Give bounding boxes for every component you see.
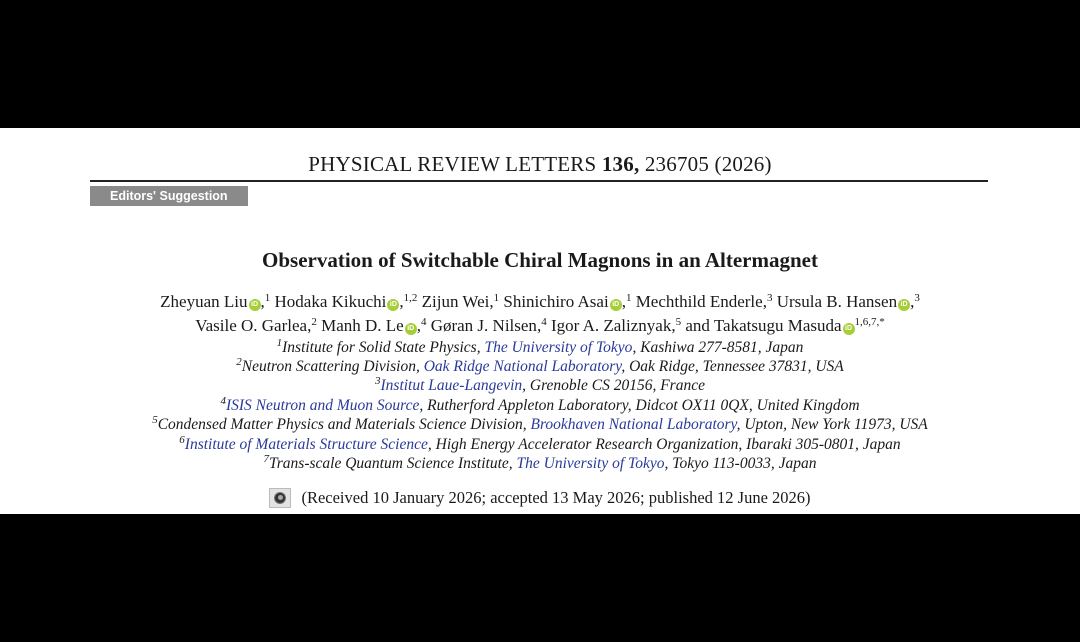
orcid-icon[interactable]: iD (387, 299, 399, 311)
journal-volume: 136, (601, 152, 640, 176)
orcid-icon[interactable]: iD (610, 299, 622, 311)
author[interactable]: Manh D. Le iD ,$^4$ (321, 316, 427, 335)
header-rule (90, 180, 988, 182)
author[interactable]: Zheyuan Liu iD ,$^1$ (160, 292, 271, 311)
affiliation-link[interactable]: Institut Laue-Langevin (380, 377, 523, 394)
author[interactable]: Mechthild Enderle,$^3$ (635, 292, 773, 311)
orcid-icon[interactable]: iD (898, 299, 910, 311)
author[interactable]: Shinichiro Asai iD ,$^1$ (503, 292, 632, 311)
publication-history (0, 488, 1080, 508)
affiliation-2: $^2$Neutron Scattering Division, Oak Ridge National Laboratory, Oak Ridge, Tennessee 37831, USA (236, 356, 844, 375)
author-conjunction: and (685, 316, 710, 335)
affiliation-link[interactable]: The University of Tokyo (484, 339, 633, 356)
journal-name: PHYSICAL REVIEW LETTERS (308, 152, 597, 176)
affiliation-5: $^5$Condensed Matter Physics and Materials Science Division, Brookhaven National Laboratory, Upton, New York 11973, USA (152, 414, 928, 433)
author[interactable]: Takatsugu Masuda $iD^{1,6,7,*}$ (713, 316, 885, 335)
orcid-icon[interactable]: iD (405, 323, 417, 335)
author[interactable]: Igor A. Zaliznyak,$^5$ (550, 316, 682, 335)
affiliation-7: $^7$Trans-scale Quantum Science Institute, The University of Tokyo, Tokyo 113-0033, Japan (263, 453, 817, 472)
journal-header (0, 152, 1080, 177)
author-line-1 (0, 292, 1080, 312)
orcid-icon[interactable]: iD (843, 323, 855, 335)
affiliation-link[interactable]: Institute of Materials Structure Science (184, 436, 428, 453)
affiliation-link[interactable]: ISIS Neutron and Muon Source (225, 397, 420, 414)
affiliation-6: $^6$Institute of Materials Structure Science, High Energy Accelerator Research Organization, Ibaraki 305-0801, Japan (179, 434, 901, 453)
paper-page (0, 128, 1080, 514)
author[interactable]: Gøran J. Nilsen,$^4$ (430, 316, 547, 335)
article-number: 236705 (2026) (644, 152, 772, 176)
author[interactable]: Zijun Wei,$^1$ (421, 292, 500, 311)
crossmark-icon[interactable] (269, 488, 291, 508)
author[interactable]: Ursula B. Hansen iD ,$^3$ (776, 292, 920, 311)
author[interactable]: Hodaka Kikuchi iD ,$^{1,2}$ (274, 292, 418, 311)
affiliation-link[interactable]: Oak Ridge National Laboratory (423, 358, 622, 375)
author-line-2 (0, 316, 1080, 336)
received-dates: (Received 10 January 2026; accepted 13 May 2026; published 12 June 2026) (301, 488, 811, 507)
orcid-icon[interactable]: iD (249, 299, 261, 311)
paper-title: Observation of Switchable Chiral Magnons in an Altermagnet (262, 248, 818, 272)
affiliation-3: $^3$Institut Laue-Langevin, Grenoble CS 20156, France (375, 375, 705, 394)
affiliation-4: $^4$ISIS Neutron and Muon Source, Rutherford Appleton Laboratory, Didcot OX11 0QX, United Kingdom (220, 395, 860, 414)
author[interactable]: Vasile O. Garlea,$^2$ (195, 316, 317, 335)
affiliation-link[interactable]: Brookhaven National Laboratory (530, 416, 737, 433)
affiliation-link[interactable]: The University of Tokyo (516, 455, 665, 472)
affiliation-1: $^1$Institute for Solid State Physics, The University of Tokyo, Kashiwa 277-8581, Japan (276, 337, 804, 356)
editors-suggestion-badge: Editors' Suggestion (90, 186, 248, 206)
